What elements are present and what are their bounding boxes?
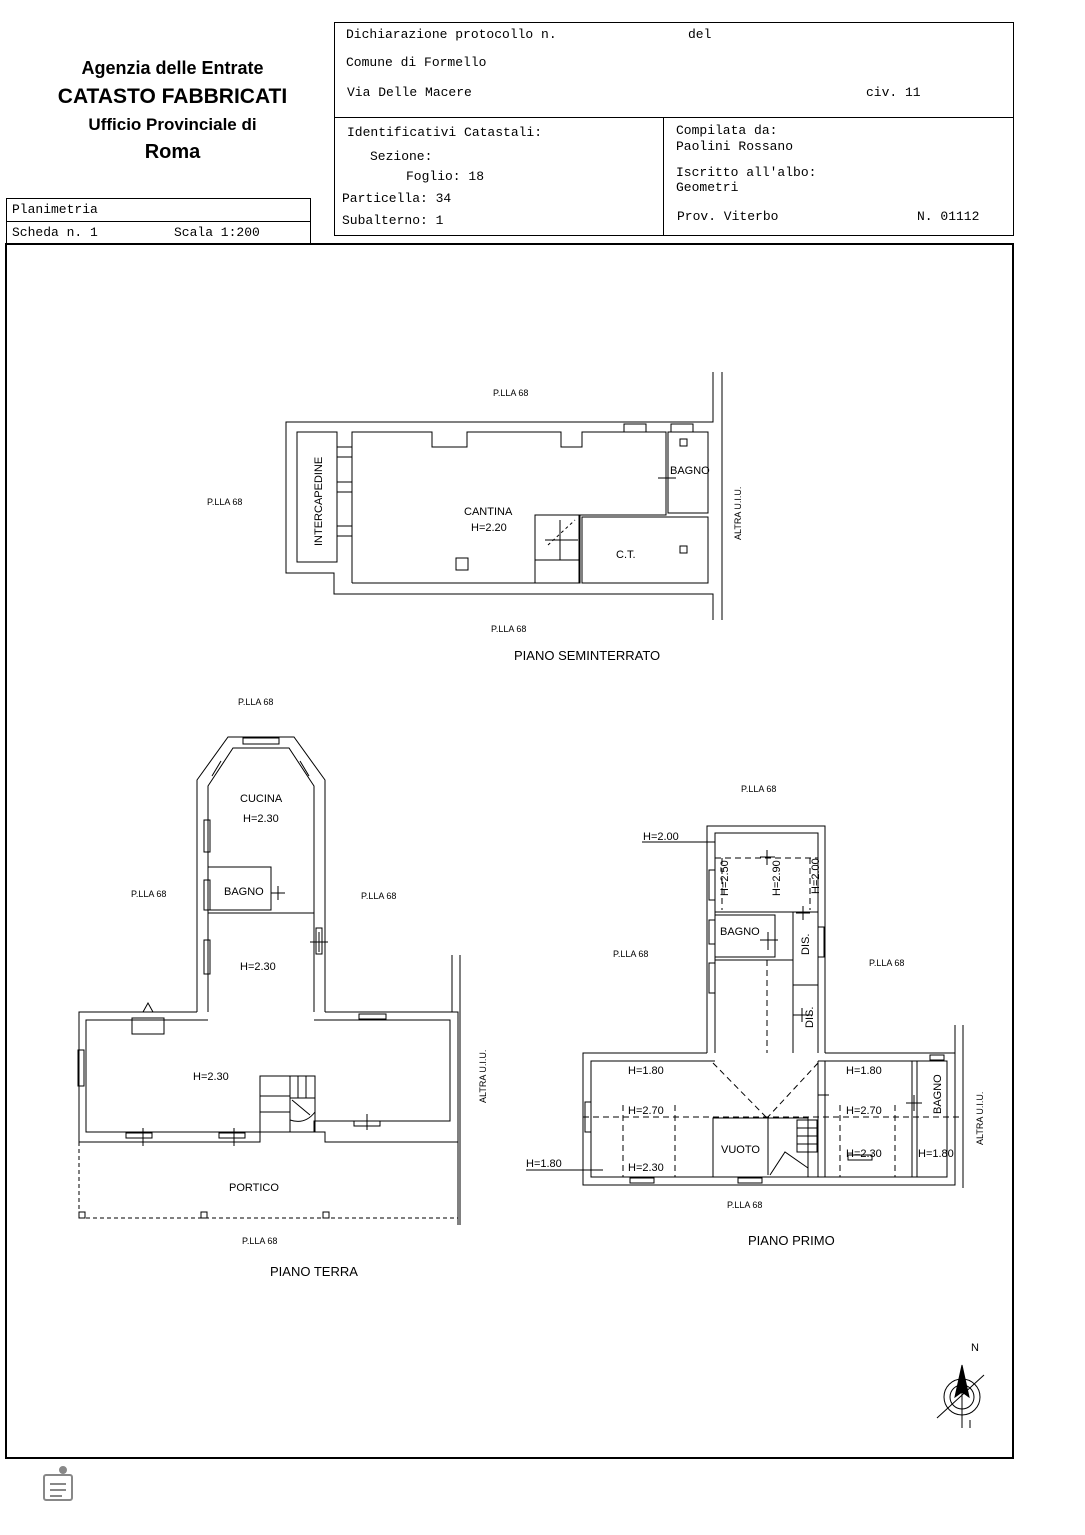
pll-primo-south: P.LLA 68: [727, 1200, 763, 1210]
province-label: Prov. Viterbo: [677, 209, 779, 224]
h230-east-label: H=2.30: [846, 1148, 882, 1160]
sezione-field: Sezione:: [370, 149, 433, 164]
h200-vertical-label: H=2.00: [810, 858, 822, 894]
albo-value: Geometri: [676, 180, 739, 195]
pll-terra-west: P.LLA 68: [131, 889, 167, 899]
altra-primo: ALTRA U.I.U.: [975, 1091, 985, 1145]
cucina-label: CUCINA: [240, 793, 283, 805]
plan-primo: [526, 826, 963, 1188]
piano-terra-title: PIANO TERRA: [270, 1264, 358, 1279]
foglio-field: Foglio: 18: [406, 169, 485, 184]
protocollo-label: Dichiarazione protocollo n.: [346, 27, 557, 42]
h180-west-label: H=1.80: [628, 1065, 664, 1077]
h270-east-label: H=2.70: [846, 1105, 882, 1117]
cantina-label: CANTINA: [464, 506, 513, 518]
portico-label: PORTICO: [229, 1182, 279, 1194]
h180-bagno-label: H=1.80: [918, 1148, 954, 1160]
particella-field: Particella: 34: [342, 191, 452, 206]
cucina-height: H=2.30: [243, 813, 279, 825]
ct-label: C.T.: [616, 549, 636, 561]
agency-name: Agenzia delle Entrate: [81, 58, 264, 78]
scheda-number: Scheda n. 1: [12, 225, 98, 240]
pll-seminterrato-south: P.LLA 68: [491, 624, 527, 634]
h180-east-label: H=1.80: [846, 1065, 882, 1077]
pll-seminterrato-west: P.LLA 68: [207, 497, 243, 507]
piano-primo-title: PIANO PRIMO: [748, 1233, 835, 1248]
identificativi-title: Identificativi Catastali:: [347, 125, 543, 140]
pll-primo-west: P.LLA 68: [613, 949, 649, 959]
h250-label: H=2.50: [719, 860, 731, 896]
cantina-height: H=2.20: [471, 522, 507, 534]
vuoto-label: VUOTO: [721, 1144, 760, 1156]
ufficio-label: Ufficio Provinciale di: [88, 115, 257, 134]
bagno-primo-label: BAGNO: [720, 926, 760, 938]
north-label: N: [971, 1342, 979, 1354]
planimetria-label: Planimetria: [12, 202, 98, 217]
compiler-name: Paolini Rossano: [676, 139, 794, 154]
dis-upper-label: DIS.: [800, 933, 812, 955]
north-arrow-icon: [937, 1365, 984, 1428]
h200-label: H=2.00: [643, 831, 679, 843]
h180-outside-label: H=1.80: [526, 1158, 562, 1170]
catasto-title: CATASTO FABBRICATI: [57, 85, 288, 108]
altra-terra: ALTRA U.I.U.: [478, 1049, 488, 1103]
address-label: Via Delle Macere: [347, 85, 472, 100]
intercapedine-label: INTERCAPEDINE: [313, 456, 325, 546]
compilata-label: Compilata da:: [676, 123, 778, 138]
corridor-height: H=2.30: [240, 961, 276, 973]
altra-seminterrato: ALTRA U.I.U.: [733, 486, 743, 540]
plan-terra: [78, 737, 460, 1225]
soggiorno-height: H=2.30: [193, 1071, 229, 1083]
dis-lower-label: DIS.: [804, 1006, 816, 1028]
document-icon: [44, 1467, 72, 1500]
plan-seminterrato: [286, 372, 722, 620]
iscritto-label: Iscritto all'albo:: [676, 165, 817, 180]
pll-primo-north: P.LLA 68: [741, 784, 777, 794]
del-label: del: [688, 27, 712, 42]
bagno-terra-label: BAGNO: [224, 886, 264, 898]
pll-terra-south: P.LLA 68: [242, 1236, 278, 1246]
pll-terra-north: P.LLA 68: [238, 697, 274, 707]
subalterno-field: Subalterno: 1: [342, 213, 444, 228]
h230-west-label: H=2.30: [628, 1162, 664, 1174]
pll-primo-east: P.LLA 68: [869, 958, 905, 968]
provincia-label: Roma: [144, 141, 201, 163]
bagno-seminterrato-label: BAGNO: [670, 465, 710, 477]
h290-label: H=2.90: [771, 860, 783, 896]
registration-number: N. 01112: [917, 209, 980, 224]
bagno-east-label: BAGNO: [932, 1074, 944, 1114]
pll-seminterrato-north: P.LLA 68: [493, 388, 529, 398]
comune-label: Comune di Formello: [346, 55, 487, 70]
scale-label: Scala 1:200: [174, 225, 260, 240]
civ-label: civ. 11: [866, 85, 921, 100]
piano-seminterrato-title: PIANO SEMINTERRATO: [514, 648, 661, 663]
pll-terra-east: P.LLA 68: [361, 891, 397, 901]
h270-west-label: H=2.70: [628, 1105, 664, 1117]
